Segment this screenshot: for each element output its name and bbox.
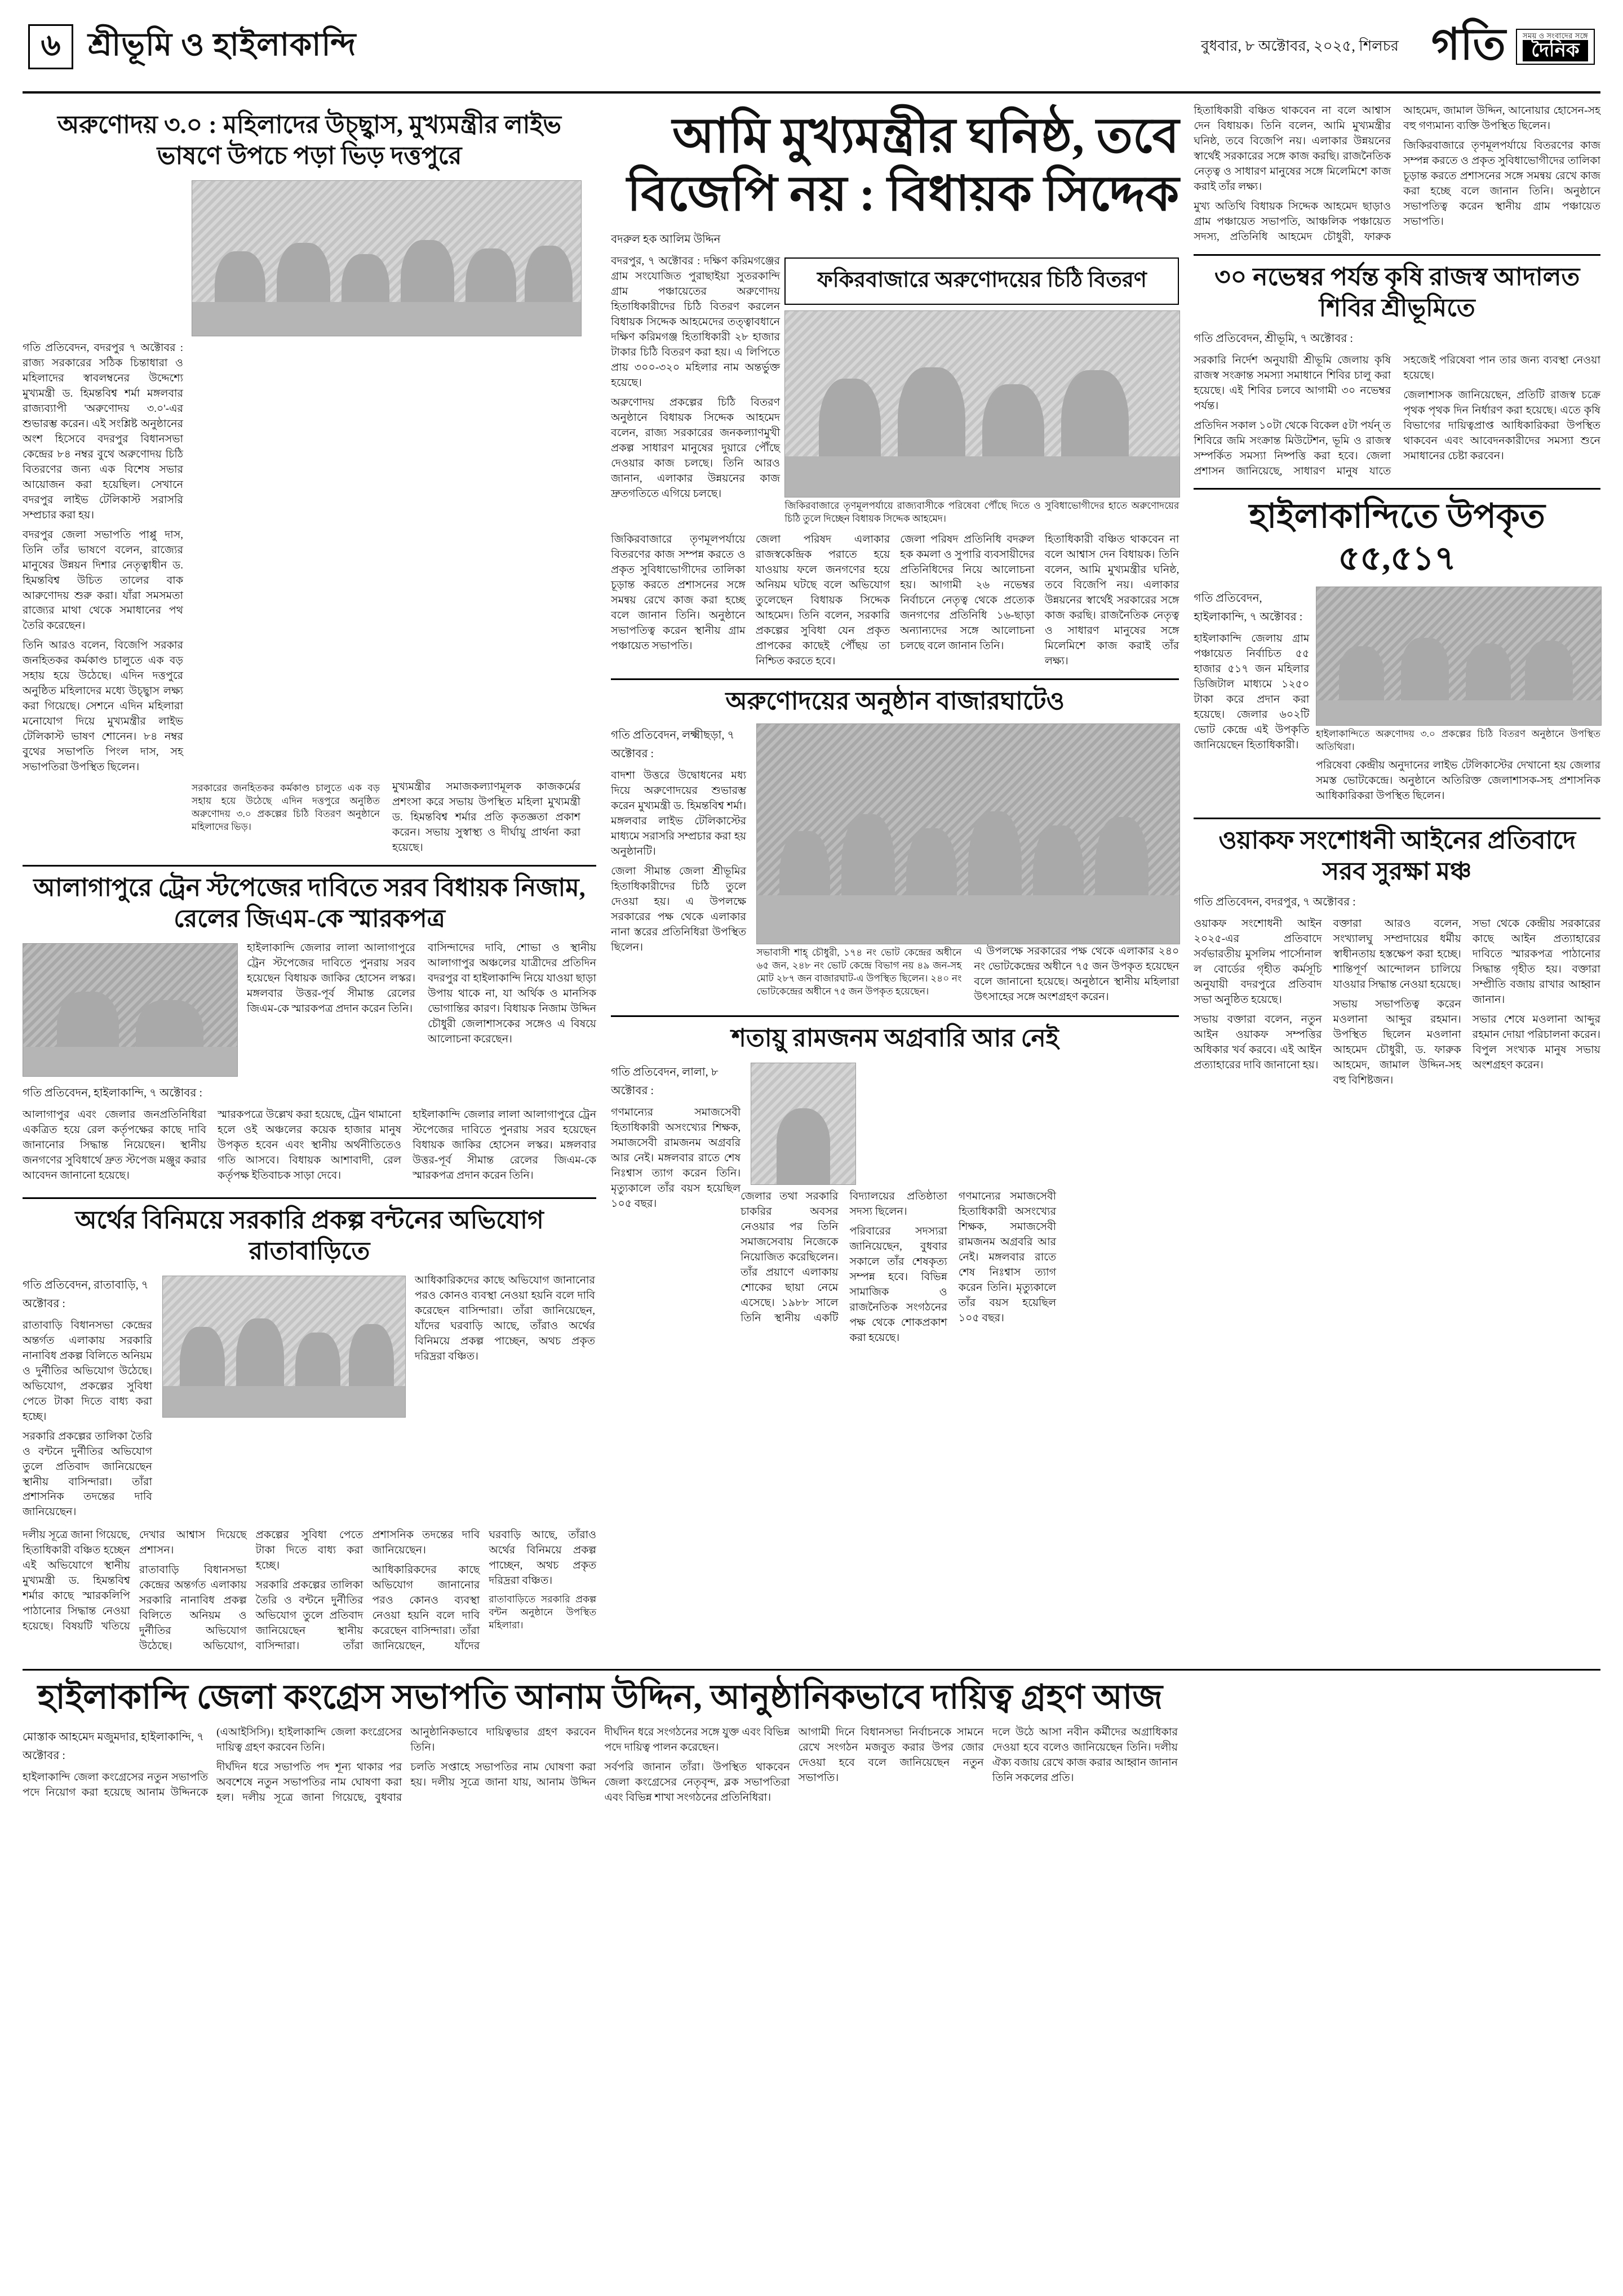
article-paragraph: এ উপলক্ষে সরকারের পক্ষ থেকে এলাকার ২৪০ নং ভোটকেন্দ্রের অধীনে ৭৫ জন উপকৃত হয়েছেন বলে জানানো হয়েছে। অনুষ্ঠানে স্থানীয় মহিলারা উৎসাহের সঙ্গে অংশগ্রহণ করেন। <box>974 945 1179 1003</box>
column-left <box>23 104 596 1660</box>
section-divider <box>1194 488 1600 490</box>
article-paragraph: আলাগাপুর এবং জেলার জনপ্রতিনিধিরা একত্রিত হয়ে রেল কর্তৃপক্ষের কাছে দাবি জানানোর সিদ্ধান্ত নিয়েছেন। স্থানীয় জনগণের সুবিধার্থে দ্রুত স্টপেজ মঞ্জুর করার আবেদন জানানো হয়েছে। <box>23 1108 207 1182</box>
article-arunodoy-dattapur <box>23 109 596 856</box>
photo-caption: রাতাবাড়িতে সরকারি প্রকল্প বন্টন অনুষ্ঠানে উপস্থিত মহিলারা। <box>489 1594 597 1631</box>
section-divider <box>611 678 1179 680</box>
logo-dainik <box>1516 29 1595 64</box>
article-byline: গতি প্রতিবেদন, রাতাবাড়ি, ৭ অক্টোবর : <box>23 1278 149 1310</box>
article-headline: অরুণোদয় ৩.০ : মহিলাদের উচ্ছ্বাস, মুখ্যমন্ত্রীর লাইভ ভাষণে উপচে পড়া ভিড় দত্তপুরে <box>57 111 562 170</box>
article-paragraph: গণমান্যের সমাজসেবী হিতাধিকারী অসংখ্যের শিক্ষক, সমাজসেবী রামজনম অগ্রবরি আর নেই। মঙ্গলবার রাতে শেষ নিঃশ্বাস ত্যাগ করেন তিনি। মৃত্যুকালে তাঁর বয়স হয়েছিল ১০৫ বছর। <box>958 1190 1057 1324</box>
article-arther-binimoye <box>23 1205 596 1654</box>
article-paragraph: দলীয় সূত্রে জানা গিয়েছে, হিতাধিকারী বঞ্চিত হচ্ছেন এই অভিযোগে স্থানীয় মুখ্যমন্ত্রী ড. হিমন্তবিশ্ব শর্মার কাছে স্মারকলিপি পাঠানোর সিদ্ধান্ত নেওয়া হয়েছে। বিষয়টি খতিয়ে দেখার আশ্বাস দিয়েছে প্রশাসন। <box>23 1529 247 1633</box>
masthead <box>23 0 1600 94</box>
article-paragraph: বদরপুর, ৭ অক্টোবর : দক্ষিণ করিমগঞ্জের গ্রাম সংযোজিত পুরাছাইয়া সুতরকান্দি গ্রাম পঞ্চায়েতের অরুণোদয় হিতাধিকারীদের চিঠি বিতরণ করলেন বিধায়ক সিদ্দেক আহমেদের তত্ত্বাবধানে দক্ষিণ করিমগঞ্জ হিতাধিকারী ২৮ হাজার টাকার চিঠি বিতরণ করা হয়। এ লিপিতে প্রায় ৩০০-৩২০ মহিলার নাম অন্তর্ভুক্ত হয়েছে। <box>611 255 781 389</box>
section-title: শ্রীভূমি ও হাইলাকান্দি <box>88 28 357 63</box>
article-headline: হাইলাকান্দিতে উপকৃত ৫৫,৫১৭ <box>1249 498 1545 578</box>
article-paragraph: জেলার তথা সরকারি চাকরির অবসর নেওয়ার পর তিনি সমাজসেবায় নিজেকে নিয়োজিত করেছিলেন। তাঁর প্রয়াণে এলাকায় শোকের ছায়া নেমে এসেছে। ১৯৮৮ সালে তিনি স্থানীয় একটি বিদ্যালয়ের প্রতিষ্ঠাতা সদস্য ছিলেন। <box>740 1190 947 1324</box>
article-paragraph: জেলা পরিষদ প্রতিনিধি বদরুল হক কমলা ও সুপারি ব্যবসায়ীদের প্রতিনিধিদের নিয়ে আলোচনা হয়। আগামী ২৬ নভেম্বর নির্বাচনে নেতৃত্ব থেকে প্রত্যেক জনগণের প্রতিনিধি ১৬-ছাড়া অন্যান্যদের সঙ্গে আলোচনা চলছে বলে জানান তিনি। <box>900 534 1035 652</box>
article-paragraph: সভার শেষে মওলানা আব্দুর রহমান দোয়া পরিচালনা করেন। বিপুল সংখ্যক মানুষ সভায় অংশগ্রহণ করেন। <box>1472 1014 1600 1071</box>
photo-caption: সরকারের জনহিতকর কর্মকাণ্ড চালুতে এক বড় সহায় হয়ে উঠেছে এদিন দত্তপুরে অনুষ্ঠিত অরুণোদয় ৩.০ প্রকল্পের চিঠি বিতরণ অনুষ্ঠানে মহিলাদের ভিড়। <box>192 783 380 832</box>
article-paragraph: সর্বপরি জানান তাঁরা। উপস্থিত থাকবেন জেলা কংগ্রেসের নেতৃবৃন্দ, ব্লক সভাপতিরা এবং বিভিন্ন শাখা সংগঠনের প্রতিনিধিরা। <box>604 1761 790 1804</box>
article-paragraph: দলে উঠে আসা নবীন কর্মীদের অগ্রাধিকার দেওয়া হবে বলেও জানিয়েছেন তিনি। দলীয় ঐক্য বজায় রেখে কাজ করার আহ্বান জানান তিনি সকলের প্রতি। <box>992 1726 1178 1784</box>
column-middle <box>611 104 1179 1660</box>
article-paragraph: পরিবারের সদস্যরা জানিয়েছেন, বুধবার সকালে তাঁর শেষকৃত্য সম্পন্ন হবে। বিভিন্ন সামাজিক ও রাজনৈতিক সংগঠনের পক্ষ থেকে শোকপ্রকাশ করা হয়েছে। <box>849 1225 947 1344</box>
article-arunodoy-bazarghat <box>611 686 1179 1006</box>
article-paragraph: আধিকারিকদের কাছে অভিযোগ জানানোর পরও কোনও ব্যবস্থা নেওয়া হয়নি বলে দাবি করেছেন বাসিন্দারা। তাঁরা জানিয়েছেন, যাঁদের ঘরবাড়ি আছে, তাঁরাও অর্থের বিনিময়ে প্রকল্প পাচ্ছেন, অথচ প্রকৃত দরিদ্ররা বঞ্চিত। <box>372 1529 597 1653</box>
article-paragraph: মুখ্য অতিথি বিধায়ক সিদ্দেক আহমেদ ছাড়াও গ্রাম পঞ্চায়েত সভাপতি, আঞ্চলিক পঞ্চায়েত সদস্য, প্রতিনিধি আহমেদ চৌধুরী, ফারুক আহমেদ, জামাল উদ্দিন, আনোয়ার হোসেন-সহ বহু গণ্যমান্য ব্যক্তি উপস্থিত ছিলেন। <box>1194 105 1600 243</box>
date-line: বুধবার, ৮ অক্টোবর, ২০২৫, শিলচর <box>1201 38 1399 54</box>
article-paragraph: আধিকারিকদের কাছে অভিযোগ জানানোর পরও কোনও ব্যবস্থা নেওয়া হয়নি বলে দাবি করেছেন বাসিন্দারা। তাঁরা জানিয়েছেন, যাঁদের ঘরবাড়ি আছে, তাঁরাও অর্থের বিনিময়ে প্রকল্প পাচ্ছেন, অথচ প্রকৃত দরিদ্ররা বঞ্চিত। <box>415 1274 595 1362</box>
article-paragraph: তিনি আরও বলেন, বিজেপি সরকার জনহিতকর কর্মকাণ্ড চালুতে এক বড় সহায় হয়ে উঠেছে। এদিন দত্তপুরে অনুষ্ঠিত মহিলাদের মধ্যে উচ্ছ্বাস লক্ষ্য করা গিয়েছে। সেশনে এদিন মহিলারা মনোযোগ দিয়ে মুখ্যমন্ত্রীর লাইভ টেলিকাস্ট ভাষণ শোনেন। ৮৪ নম্বর বুথের সভাপতি পিংল দাস, সহ সভাপতিরা উপস্থিত ছিলেন। <box>23 639 183 774</box>
article-paragraph: সভা থেকে কেন্দ্রীয় সরকারের কাছে আইন প্রত্যাহারের দাবিতে স্মারকপত্র পাঠানোর সিদ্ধান্ত গৃহীত হয়। বক্তারা সম্প্রীতি বজায় রাখার আহ্বান জানান। <box>1472 918 1600 1006</box>
portrait-photo <box>751 1063 856 1185</box>
article-paragraph: রাতাবাড়ি বিধানসভা কেন্দ্রের অন্তর্গত এলাকায় সরকারি নানাবিধ প্রকল্প বিলিতে অনিয়ম ও দুর্নীতির অভিযোগ উঠেছে। অভিযোগ, প্রকল্পের সুবিধা পেতে টাকা দিতে বাধ্য করা হচ্ছে। <box>139 1529 363 1653</box>
column-right <box>1194 104 1600 1660</box>
article-paragraph: হাইলাকান্দি জেলা কংগ্রেসের নতুন সভাপতি পদে নিয়োগ করা হয়েছে আনাম উদ্দিনকে (এআইসিসি)। হাইলাকান্দি জেলা কংগ্রেসের দায়িত্ব গ্রহণ করবেন তিনি। <box>23 1726 402 1799</box>
article-paragraph: গতি প্রতিবেদন, বদরপুর ৭ অক্টোবর : রাজ্য সরকারের সঠিক চিন্তাধারা ও মহিলাদের স্বাবলম্বনের উদ্দেশ্যে মুখ্যমন্ত্রী ড. হিমন্তবিশ্ব শর্মা মঙ্গলবার রাজ্যব্যাপী 'অরুণোদয় ৩.০'-এর শুভারম্ভ করেন। এই সংশ্লিষ্ট অনুষ্ঠানের অংশ হিসেবে বদরপুর বিধানসভা কেন্দ্রের ৮৪ নম্বর বুথে অরুণোদয় চিঠি বিতরণের জন্য এক বিশেষ সভার আয়োজন করা হয়েছিল। সেখানে বদরপুর লাইভ টেলিকাস্ট সরাসরি সম্প্রচার করা হয়। <box>23 342 183 521</box>
article-byline: মোস্তাক আহমেদ মজুমদার, হাইলাকান্দি, ৭ অক্টোবর : <box>23 1731 205 1762</box>
article-paragraph: চলতি সপ্তাহে সভাপতির নাম ঘোষণা করা হয়। দলীয় সূত্রে জানা যায়, আনাম উদ্দিন দীর্ঘদিন ধরে সংগঠনের সঙ্গে যুক্ত এবং বিভিন্ন পদে দায়িত্ব পালন করেছেন। <box>410 1726 790 1789</box>
article-paragraph: সভায় সভাপতিত্ব করেন মওলানা আব্দুর রহমান। উপস্থিত ছিলেন মওলানা আহমেদ চৌধুরী, ড. ফারুক আহমেদ, জামাল উদ্দিন-সহ বহু বিশিষ্টজন। <box>1333 998 1461 1086</box>
article-paragraph: জেলা সীমান্ত জেলা শ্রীভূমির হিতাধিকারীদের চিঠি তুলে দেওয়া হয়। এ উপলক্ষে সরকারের পক্ষ থেকে এলাকার নানা স্তরের প্রতিনিধিরা উপস্থিত ছিলেন। <box>611 865 747 953</box>
article-headline: আলাগাপুরে ট্রেন স্টপেজের দাবিতে সরব বিধায়ক নিজাম, রেলের জিএম-কে স্মারকপত্র <box>33 873 586 932</box>
article-paragraph: জেলা পরিষদ এলাকার রাজস্বকেন্দ্রিক পরাতে হয়ে যাওয়ায় ফলে জনগণের হয়ে অনিয়ম ঘটছে বলে অভিযোগ তুলেছেন বিধায়ক সিদ্দেক আহমেদ। তিনি বলেন, সরকারি প্রকল্পের সুবিধা যেন প্রকৃত প্রাপকের কাছেই পৌঁছয় তা নিশ্চিত করতে হবে। <box>755 534 890 667</box>
article-byline: গতি প্রতিবেদন, হাইলাকান্দি, ৭ অক্টোবর : <box>1194 592 1303 624</box>
article-alagapur-train <box>23 872 596 1188</box>
article-paragraph: পরিষেবা কেন্দ্রীয় অনুদানের লাইভ টেলিকাস্টের দেখানো হয় জেলার সমস্ত ভোটকেন্দ্রে। অনুষ্ঠানে অতিরিক্ত জেলাশাসক-সহ প্রশাসনিক আধিকারিকরা উপস্থিত ছিলেন। <box>1316 760 1600 802</box>
article-paragraph: হিতাধিকারী বঞ্চিত থাকবেন না বলে আশ্বাস দেন বিধায়ক। তিনি বলেন, আমি মুখ্যমন্ত্রীর ঘনিষ্ঠ, তবে বিজেপি নয়। এলাকার উন্নয়নের স্বার্থেই সরকারের সঙ্গে কাজ করছি। রাজনৈতিক নেতৃত্ব ও সাধারণ মানুষের সঙ্গে মিলেমিশে কাজ করাই তাঁর লক্ষ্য। <box>1194 105 1391 193</box>
article-paragraph: সরকারি প্রকল্পের তালিকা তৈরি ও বন্টনে দুর্নীতির অভিযোগ তুলে প্রতিবাদ জানিয়েছেন স্থানীয় বাসিন্দারা। তাঁরা প্রশাসনিক তদন্তের দাবি জানিয়েছেন। <box>255 1529 480 1653</box>
article-photo <box>23 943 238 1077</box>
article-byline: গতি প্রতিবেদন, লক্ষ্মীছড়া, ৭ অক্টোবর : <box>611 729 735 760</box>
article-paragraph: বদরপুর জেলা সভাপতি পাপ্পু দাস, তিনি তাঁর ভাষণে বলেন, রাজ্যের মানুষের উন্নয়ন দিশার নেতৃত্বাধীন ড. হিমন্তবিশ্ব উচিত তালের বাক আরুণোদয় শুরু করা। যাঁরা সমসমতা রাজ্যের মাথা থেকে সমাধানের পথ তৈরি করেছেন। <box>23 529 183 632</box>
masthead-right <box>1201 10 1595 83</box>
page-content <box>23 104 1600 1660</box>
article-paragraph: সরকারি নির্দেশ অনুযায়ী শ্রীভূমি জেলায় কৃষি রাজস্ব সংক্রান্ত সমস্যা সমাধানে শিবির চালু করা হয়েছে। এই শিবির চলবে আগামী ৩০ নভেম্বর পর্যন্ত। <box>1194 354 1391 412</box>
masthead-left <box>28 20 356 73</box>
section-divider <box>23 1669 1600 1671</box>
article-paragraph: হাইলাকান্দি জেলায় গ্রাম পঞ্চায়েত নির্বাচিত ৫৫ হাজার ৫১৭ জন মহিলার ডিজিটাল মাধ্যমে ১২৫০ টাকা করে প্রদান করা হয়েছে। জেলার ৬০২টি ভোট কেন্দ্রে এই উপকৃতি জানিয়েছেন হিতাধিকারী। <box>1194 633 1310 752</box>
photo-caption: জিকিরবাজারে তৃণমূলপর্যায়ে রাজ্যবাসীকে পরিষেবা পৌঁছে দিতে ও সুবিধাভোগীদের হাতে অরুণোদয়ের চিঠি তুলে দিচ্ছেন বিধায়ক সিদ্দেক আহমেদ। <box>784 500 1179 525</box>
section-divider <box>611 1015 1179 1017</box>
article-headline: অর্থের বিনিময়ে সরকারি প্রকল্প বন্টনের অভিযোগ রাতাবাড়িতে <box>75 1206 544 1265</box>
article-ami-mukhyamantrir <box>611 107 1179 669</box>
section-divider <box>23 865 596 867</box>
article-photo <box>784 310 1180 498</box>
article-photo <box>162 1276 406 1418</box>
article-paragraph: দীর্ঘদিন ধরে সভাপতি পদ শূন্য থাকার পর অবশেষে নতুন সভাপতির নাম ঘোষণা করা হল। দলীয় সূত্রে জানা গিয়েছে, বুধবার আনুষ্ঠানিকভাবে দায়িত্বভার গ্রহণ করবেন তিনি। <box>216 1726 596 1804</box>
article-paragraph: রাতাবাড়ি বিধানসভা কেন্দ্রের অন্তর্গত এলাকায় সরকারি নানাবিধ প্রকল্প বিলিতে অনিয়ম ও দুর্নীতির অভিযোগ উঠেছে। অভিযোগ, প্রকল্পের সুবিধা পেতে টাকা দিতে বাধ্য করা হচ্ছে। <box>23 1319 152 1423</box>
article-paragraph: অরুণোদয় প্রকল্পের চিঠি বিতরণ অনুষ্ঠানে বিধায়ক সিদ্দেক আহমেদ বলেন, রাজ্য সরকারের জনকল্যাণমুখী প্রকল্প সাধারণ মানুষের দুয়ারে পৌঁছে দেওয়ার কাজ চলছে। তিনি আরও জানান, এলাকার উন্নয়নের কাজ দ্রুতগতিতে এগিয়ে চলছে। <box>611 397 781 500</box>
article-headline: হাইলাকান্দি জেলা কংগ্রেস সভাপতি আনাম উদ্দিন, আনুষ্ঠানিকভাবে দায়িত্ব গ্রহণ আজ <box>37 1678 1163 1716</box>
article-paragraph: প্রতিদিন সকাল ১০টা থেকে বিকেল ৫টা পর্যন্ ত শিবিরে জমি সংক্রান্ত মিউটেশন, ভূমি ও রাজস্ব সম্পর্কিত সমস্যা নিষ্পত্তি করা হবে। জেলা প্রশাসন জানিয়েছে, সাধারণ মানুষ যাতে সহজেই পরিষেবা পান তার জন্য ব্যবস্থা নেওয়া হয়েছে। <box>1194 354 1600 477</box>
article-byline: গতি প্রতিবেদন, লালা, ৮ অক্টোবর : <box>611 1065 719 1097</box>
photo-caption: হাইলাকান্দিতে অরুণোদয় ৩.০ প্রকল্পের চিঠি বিতরণ অনুষ্ঠানে উপস্থিত অতিথিরা। <box>1316 729 1600 753</box>
article-byline: গতি প্রতিবেদন, শ্রীভূমি, ৭ অক্টোবর : <box>1194 332 1353 345</box>
article-paragraph: জিকিরবাজারে তৃণমূলপর্যায়ে বিতরণের কাজ সম্পন্ন করতে ও প্রকৃত সুবিধাভোগীদের তালিকা চূড়ান্ত করতে প্রশাসনের সঙ্গে সমন্বয় রেখে কাজ করা হচ্ছে বলে জানান তিনি। অনুষ্ঠানে সভাপতিত্ব করেন স্থানীয় গ্রাম পঞ্চায়েত সভাপতি। <box>611 534 746 652</box>
article-byline: গতি প্রতিবেদন, বদরপুর, ৭ অক্টোবর : <box>1194 896 1356 909</box>
lead-byline: বদরুল হক আলিম উদ্দিন <box>611 233 721 246</box>
article-paragraph: আগামী দিনে বিধানসভা নির্বাচনকে সামনে রেখে সংগঠন মজবুত করার উপর জোর দেওয়া হবে বলে জানিয়েছেন নতুন সভাপতি। <box>798 1726 984 1784</box>
logo-tagline: সময় ও সংবাদের সঙ্গে <box>1522 32 1588 41</box>
article-headline: শতায়ু রামজনম অগ্রবারি আর নেই <box>731 1024 1059 1052</box>
logo-dainik-text: দৈনিক <box>1523 40 1588 61</box>
section-divider <box>1194 254 1600 256</box>
article-photo <box>192 180 582 336</box>
article-byline: গতি প্রতিবেদন, হাইলাকান্দি, ৭ অক্টোবর : <box>23 1086 202 1099</box>
article-paragraph: সভায় বক্তারা বলেন, নতুন আইন ওয়াকফ সম্পত্তির অধিকার খর্ব করবে। এই আইন প্রত্যাহারের দাবি জানানো হয়। <box>1194 1014 1322 1071</box>
article-shatayu-ramjanam <box>611 1023 1179 1346</box>
section-divider <box>23 1197 596 1199</box>
logo-gati: গতি <box>1431 20 1506 69</box>
article-paragraph: বাসিন্দাদের দাবি, শোভা ও স্থানীয় আলাগাপুর অঞ্চলের যাত্রীদের প্রতিদিন বদরপুর বা হাইলাকান্দি নিয়ে যাওয়া ছাড়া উপায় থাকে না, যা অর্থিক ও মানসিক ভোগান্তির কারণ। বিধায়ক নিজাম উদ্দিন চৌধুরী জেলাশাসকের সঙ্গেও এ বিষয়ে আলোচনা করেছেন। <box>428 942 596 1045</box>
article-ami-mukhyamantrir-continued <box>1194 104 1600 245</box>
photo-caption: সভাবাসী শাহ্ চৌধুরী, ১৭৪ নং ভোট কেন্দ্রের অধীনে ৬৫ জন, ২৪৮ নং ভোট কেন্দ্রে বিভাগ নয় ৪৯ জন-সহ মোট ২৮৭ জন বাজারঘাট-এ উপস্থিত ছিলেন। ২৪০ নং ভোটকেন্দ্রের অধীনে ৭৫ জন উপকৃত হয়েছেন। <box>756 947 962 997</box>
page-number: ৬ <box>28 24 73 69</box>
article-paragraph: গণমান্যের সমাজসেবী হিতাধিকারী অসংখ্যের শিক্ষক, সমাজসেবী রামজনম অগ্রবরি আর নেই। মঙ্গলবার রাতে শেষ নিঃশ্বাস ত্যাগ করেন তিনি। মৃত্যুকালে তাঁর বয়স হয়েছিল ১০৫ বছর। <box>611 1106 741 1210</box>
article-paragraph: হিতাধিকারী বঞ্চিত থাকবেন না বলে আশ্বাস দেন বিধায়ক। তিনি বলেন, আমি মুখ্যমন্ত্রীর ঘনিষ্ঠ, তবে বিজেপি নয়। এলাকার উন্নয়নের স্বার্থেই সরকারের সঙ্গে কাজ করছি। রাজনৈতিক নেতৃত্ব ও সাধারণ মানুষের সঙ্গে মিলেমিশে কাজ করাই তাঁর লক্ষ্য। <box>1044 534 1179 667</box>
article-headline: ওয়াকফ সংশোধনী আইনের প্রতিবাদে সরব সুরক্ষা মঞ্চ <box>1218 827 1576 886</box>
article-paragraph: মুখ্যমন্ত্রীর সমাজকল্যাণমূলক কাজকর্মের প্রশংসা করে সভায় উপস্থিত মহিলা মুখ্যমন্ত্রী ড. হিমন্তবিশ্ব শর্মার প্রতি কৃতজ্ঞতা প্রকাশ করেন। সভায় সুস্বাস্থ্য ও দীর্ঘায়ু প্রার্থনা করা হয়েছে। <box>392 781 580 854</box>
article-photo <box>756 723 1180 944</box>
article-krishi-rajasva <box>1194 261 1600 479</box>
article-paragraph: জিকিরবাজারে তৃণমূলপর্যায়ে বিতরণের কাজ সম্পন্ন করতে ও প্রকৃত সুবিধাভোগীদের তালিকা চূড়ান্ত করতে প্রশাসনের সঙ্গে সমন্বয় রেখে কাজ করা হচ্ছে বলে জানান তিনি। অনুষ্ঠানে সভাপতিত্ব করেন স্থানীয় গ্রাম পঞ্চায়েত সভাপতি। <box>1403 139 1600 228</box>
lead-headline: আমি মুখ্যমন্ত্রীর ঘনিষ্ঠ, তবে বিজেপি নয় : বিধায়ক সিদ্দেক <box>627 109 1179 221</box>
article-congress <box>23 1676 1178 1806</box>
section-divider <box>1194 818 1600 819</box>
article-headline: ৩০ নভেম্বর পর্যন্ত কৃষি রাজস্ব আদালত শিবির শ্রীভূমিতে <box>1214 263 1580 322</box>
article-paragraph: বক্তারা আরও বলেন, সংখ্যালঘু সম্প্রদায়ের ধর্মীয় স্বাধীনতায় হস্তক্ষেপ করা হচ্ছে। শান্তিপূর্ণ আন্দোলন চালিয়ে যাওয়ার সিদ্ধান্ত নেওয়া হয়েছে। <box>1333 918 1461 991</box>
article-hailakandi-upokrito <box>1194 495 1600 809</box>
article-headline: অরুণোদয়ের অনুষ্ঠান বাজারঘাটেও <box>725 687 1065 715</box>
article-paragraph: হাইলাকান্দি জেলার লালা আলাগাপুরে ট্রেন স্টপেজের দাবিতে পুনরায় সরব হয়েছেন বিধায়ক জাকির হোসেন লস্কর। মঙ্গলবার উত্তর-পূর্ব সীমান্ত রেলের জিএম-কে স্মারকপত্র প্রদান করেন তিনি। <box>413 1108 597 1182</box>
article-paragraph: হাইলাকান্দি জেলার লালা আলাগাপুরে ট্রেন স্টপেজের দাবিতে পুনরায় সরব হয়েছেন বিধায়ক জাকির হোসেন লস্কর। মঙ্গলবার উত্তর-পূর্ব সীমান্ত রেলের জিএম-কে স্মারকপত্র প্রদান করেন তিনি। <box>247 942 415 1015</box>
article-paragraph: সরকারি প্রকল্পের তালিকা তৈরি ও বন্টনে দুর্নীতির অভিযোগ তুলে প্রতিবাদ জানিয়েছেন স্থানীয় বাসিন্দারা। তাঁরা প্রশাসনিক তদন্তের দাবি জানিয়েছেন। <box>23 1430 152 1518</box>
article-paragraph: ওয়াকফ সংশোধনী আইন ২০২৫-এর প্রতিবাদে সর্বভারতীয় মুসলিম পার্সোনাল ল বোর্ডের গৃহীত কর্মসূচি অনুযায়ী বদরপুরে প্রতিবাদ সভা অনুষ্ঠিত হয়েছে। <box>1194 918 1322 1006</box>
article-waqf <box>1194 825 1600 1089</box>
article-paragraph: স্মারকপত্রে উল্লেখ করা হয়েছে, ট্রেন থামানো হলে ওই অঞ্চলের কয়েক হাজার মানুষ উপকৃত হবেন এবং স্থানীয় অর্থনীতিতেও গতি আসবে। বিধায়ক আশাবাদী, রেল কর্তৃপক্ষ ইতিবাচক সাড়া দেবে। <box>218 1108 402 1182</box>
article-paragraph: জেলাশাসক জানিয়েছেন, প্রতিটি রাজস্ব চক্রে পৃথক পৃথক দিন নির্ধারণ করা হয়েছে। এতে কৃষি বিভাগের দায়িত্বপ্রাপ্ত আধিকারিকরা উপস্থিত থাকবেন এবং আবেদনকারীদের সমস্যা শুনে সমাধানের চেষ্টা করবেন। <box>1403 389 1600 462</box>
article-paragraph: বাদশা উত্তরে উদ্বোধনের মধ্য দিয়ে অরুণোদয়ের শুভারম্ভ করেন মুখ্যমন্ত্রী ড. হিমন্তবিশ্ব শর্মা। মঙ্গলবার লাইভ টেলিকাস্টের মাধ্যমে সরাসরি সম্প্রচার করা হয় অনুষ্ঠানটি। <box>611 769 747 858</box>
article-photo <box>1316 587 1602 726</box>
article-banner: ফকিরবাজারে অরুণোদয়ের চিঠি বিতরণ <box>784 257 1179 305</box>
